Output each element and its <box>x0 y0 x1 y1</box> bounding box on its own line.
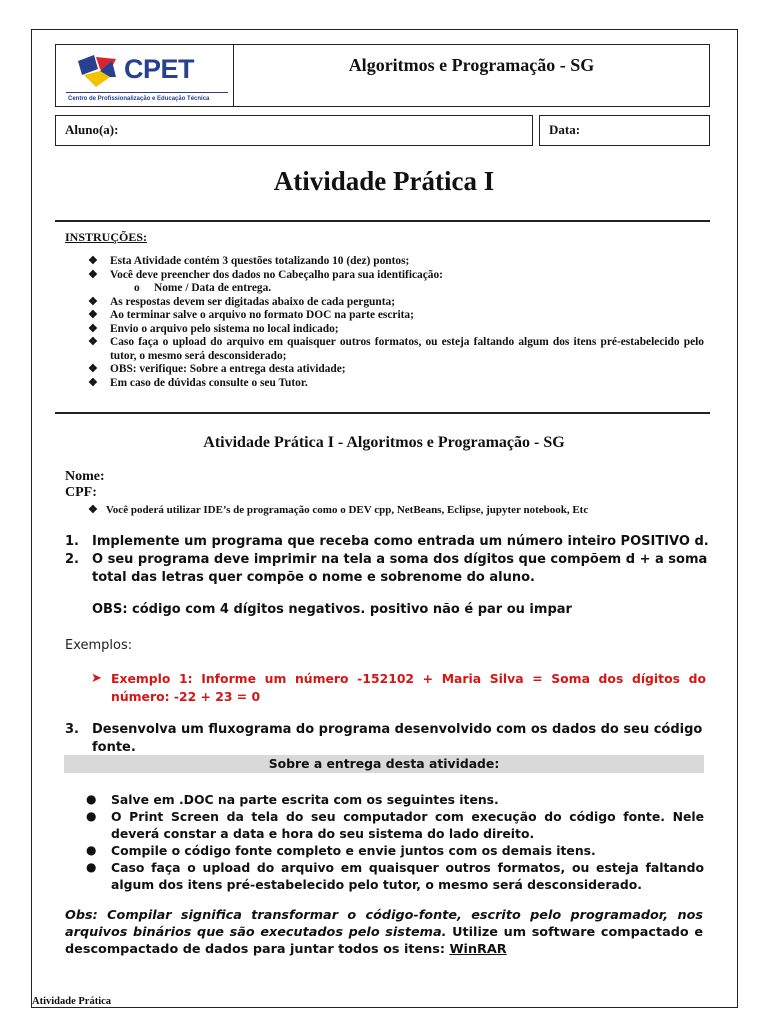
winrar-link[interactable]: WinRAR <box>449 942 507 957</box>
question-text: Implemente um programa que receba como entrada um número inteiro POSITIVO d. <box>92 534 709 549</box>
example-1: ➤ Exemplo 1: Informe um número -152102 + Maria Silva = Soma dos dígitos do número: -22 + 23 = 0 <box>91 671 706 704</box>
question-text: O seu programa deve imprimir na tela a soma dos dígitos que compõem d + a soma total das letras quer compõe o nome e sobrenome do aluno. <box>92 552 708 585</box>
instruction-item: ❖ Esta Atividade contém 3 questões totalizando 10 (dez) pontos; <box>88 255 410 267</box>
instruction-subitem: o Nome / Data de entrega. <box>134 282 272 294</box>
circle-bullet-icon: o <box>134 282 140 294</box>
dot-bullet-icon: ● <box>86 792 97 806</box>
question-2-obs: OBS: código com 4 dígitos negativos. positivo não é par ou impar <box>92 602 572 617</box>
question-text: Desenvolva um fluxograma do programa desenvolvido com os dados do seu código fonte. <box>92 722 703 755</box>
instruction-item: ❖ OBS: verifique: Sobre a entrega desta atividade; <box>88 363 346 375</box>
cpf-label: CPF: <box>65 485 97 500</box>
diamond-bullet-icon: ❖ <box>88 309 98 321</box>
diamond-bullet-icon: ❖ <box>88 504 98 516</box>
final-note-italic: Obs: Compilar significa transformar o código-fonte, escrito pelo programador, nos arquivos binários que são executados pelo sistema. <box>65 908 703 940</box>
entrega-list <box>86 791 704 893</box>
page-footer: Atividade Prática <box>32 996 112 1007</box>
instructions-heading: INSTRUÇÕES: <box>65 230 148 244</box>
logo-text: CPET <box>124 54 195 84</box>
final-note <box>65 907 703 958</box>
logo-subtitle: Centro de Profissionalização e Educação Técnica <box>68 96 210 102</box>
exemplos-label: Exemplos: <box>65 638 133 653</box>
question-1 <box>65 533 710 551</box>
divider-bottom <box>55 412 710 414</box>
final-note-text: Utilize um software compactado e descompactado de dados para juntar todos os itens: <box>65 925 703 957</box>
course-title: Algoritmos e Programação - SG <box>348 55 595 75</box>
arrow-bullet-icon: ➤ <box>91 671 102 686</box>
dot-bullet-icon: ● <box>86 809 97 823</box>
header-table <box>55 44 710 107</box>
entrega-heading: Sobre a entrega desta atividade: <box>268 756 500 771</box>
instruction-item: ❖ Caso faça o upload do arquivo em quaisquer outros formatos, ou esteja faltando algum dos itens pré-estabelecido pelo tutor, o mesmo será desconsiderado; <box>88 336 704 362</box>
cpet-logo-icon <box>78 55 120 87</box>
instruction-item: ❖ As respostas devem ser digitadas abaixo de cada pergunta; <box>88 295 395 308</box>
dot-bullet-icon: ● <box>86 860 97 874</box>
diamond-bullet-icon: ❖ <box>88 255 98 267</box>
question-number: 1. <box>65 534 79 549</box>
instruction-item: ❖ Ao terminar salve o arquivo no formato DOC na parte escrita; <box>88 309 414 321</box>
aluno-field[interactable] <box>55 115 533 146</box>
entrega-item: ● Compile o código fonte completo e envie juntos com os demais itens. <box>86 843 596 858</box>
diamond-bullet-icon: ❖ <box>88 295 98 308</box>
student-fields <box>65 469 105 501</box>
data-label: Data: <box>549 122 581 137</box>
dot-bullet-icon: ● <box>86 843 97 857</box>
ide-note: ❖ Você poderá utilizar IDE’s de programação como o DEV cpp, NetBeans, Eclipse, jupyter notebook, Etc <box>88 504 589 516</box>
entrega-item: ● Salve em .DOC na parte escrita com os seguintes itens. <box>86 792 499 807</box>
entrega-item: ● Caso faça o upload do arquivo em quaisquer outros formatos, ou esteja faltando algum dos itens pré-estabelecido pelo tutor, o mesmo será desconsiderado. <box>86 860 704 892</box>
diamond-bullet-icon: ❖ <box>88 322 98 335</box>
instruction-item: ❖ Em caso de dúvidas consulte o seu Tutor. <box>88 376 308 389</box>
divider-top <box>55 220 710 222</box>
nome-label: Nome: <box>65 469 105 484</box>
section-title: Atividade Prática I - Algoritmos e Programação - SG <box>203 434 565 451</box>
question-number: 3. <box>65 722 79 737</box>
instruction-item: ❖ Envio o arquivo pelo sistema no local indicado; <box>88 322 339 335</box>
diamond-bullet-icon: ❖ <box>88 336 98 348</box>
page-title: Atividade Prática I <box>273 166 495 196</box>
diamond-bullet-icon: ❖ <box>88 376 98 389</box>
question-number: 2. <box>65 552 79 567</box>
instruction-item: ❖ Você deve preencher dos dados no Cabeçalho para sua identificação: <box>88 268 443 281</box>
instructions-list <box>88 255 704 390</box>
aluno-label: Aluno(a): <box>65 122 119 137</box>
diamond-bullet-icon: ❖ <box>88 363 98 375</box>
diamond-bullet-icon: ❖ <box>88 268 98 281</box>
question-3 <box>65 721 710 757</box>
logo-underline <box>66 92 228 93</box>
logo-cell <box>56 45 234 106</box>
data-field[interactable] <box>539 115 710 146</box>
entrega-item: ● O Print Screen da tela do seu computador com execução do código fonte. Nele deverá constar a data e hora do seu sistema do lado direito. <box>86 809 704 841</box>
question-2 <box>65 551 710 587</box>
entrega-heading-bar <box>64 755 704 773</box>
